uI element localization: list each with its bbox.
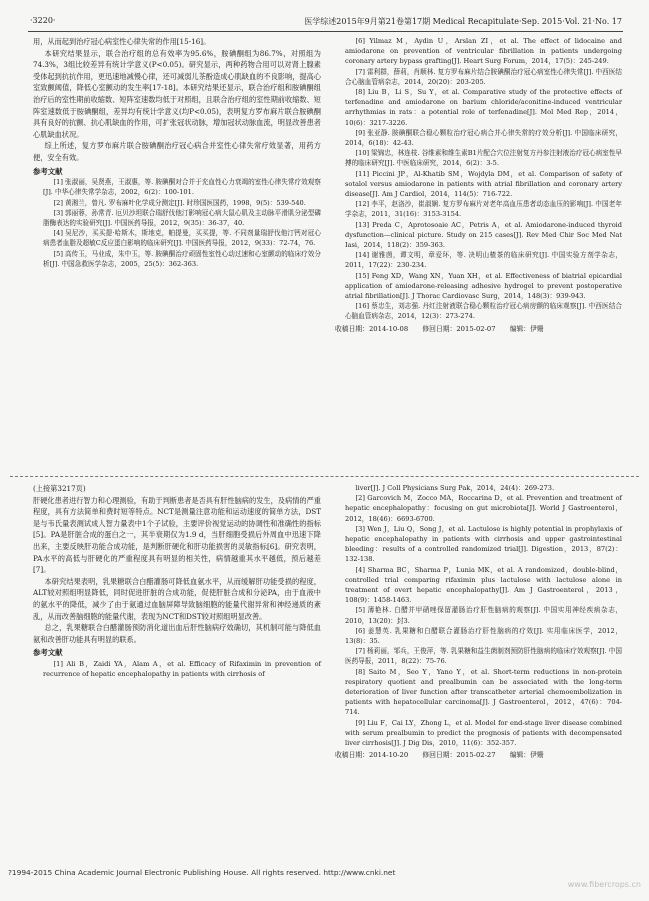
body-paragraph: 综上所述，复方罗布麻片联合胺碘酮治疗冠心病合并室性心律失常疗效显著，用药方便，安全有效。 — [33, 141, 321, 162]
reference-item: [8] Saito M，Seo Y，Yano Y，et al. Short-term reductions in non-protein respiratory quotient and prealbumin can be associated with the long-term deterioration of liver function after transcatheter arterial chemoembolization in patients with hepatocellular carcinoma[J]. J Gastroenterol，2012，47(6)：704-714. — [345, 667, 622, 717]
revised-date: 修回日期：2015-02-27 — [422, 751, 496, 760]
reference-item: [4] Sharma BC，Sharma P，Lunia MK，et al. A randomized，double-blind，controlled trial comparing rifaximin plus lactulose with lactulose alone in treatment of overt hepatic encephalopathy[J]. Am J Gastroenterol，2013，108(9)：1458-1463. — [345, 565, 622, 605]
received-dates — [335, 324, 622, 336]
top-right-column — [335, 36, 622, 335]
references-heading: 参考文献 — [33, 166, 63, 176]
reference-item: [3] Wen J，Liu Q，Song J，et al. Lactulose is highly potential in prophylaxis of hepatic encephalopathy in patients with cirrhosis and upper gastrointestinal bleeding：results of a controlled randomized trial[J]. Digestion，2013，87(2)：132-138. — [345, 524, 622, 564]
reference-item: [15] Feng XD，Wang XN，Yuan XH，et al. Effectiveness of biatrial epicardial application of amiodarone-releasing adhesive hydrogel to prevent postoperative atrial fibrillation[J]. J Thorac Cardiovasc Surg，2014，148(3)：939-943. — [345, 271, 622, 301]
reference-item: [5] 薄艳林. 白醋并甲硝唑保留灌肠治疗肝性脑病的观察[J]. 中国实用神经疾病杂志，2010，13(20)：封3. — [345, 606, 622, 625]
reference-item: [5] 高传玉，马业成，朱中玉，等. 胺碘酮治疗顽固性室性心动过速和心室颤动的临床疗效分析[J]. 中国急救医学杂志，2005，25(5)：362-363. — [43, 249, 321, 268]
received-dates — [335, 750, 622, 762]
body-paragraph: 本研究结果表明，乳果糖联合白醋灌肠可降低血氨水平，从而缓解肝功能受损的程度，ALT较对照组明显降低，同时促进肝脏的合成功能，促使肝脏合成和分泌PA，由于血液中的氨水平的降低，减少了由于氨通过血脑屏障导致脑细胞的能量代谢异常和神经递质的紊乱，从而改善脑细胞的能量代谢，表现为NCT和DST较对照组明显改善。 — [33, 576, 321, 621]
reference-item: [3] 郭丽蓉，孙常青. 厄贝沙坦联合瑞舒伐他汀影响冠心病大鼠心肌及主动脉平滑肌分泌型磷脂酶表达的实验研究[J]. 中国医药导报，2012，9(35)：36-37，40. — [43, 208, 321, 227]
copyright-line: ?1994-2015 China Academic Journal Electronic Publishing House. All rights reserved. http://www.cnki.net — [8, 868, 396, 877]
bottom-right-column — [335, 483, 622, 762]
reference-item: [14] 谢雅茵，谭文明，章爱环，等. 决明山楂茶的临床研究[J]. 中国实验方剂学杂志，2011，17(22)：230-234. — [345, 251, 622, 270]
reference-item: [1] 张淑丽，吴贤燕，王淑惠，等. 胺碘酮对合并于充血性心力衰竭的室性心律失常疗效观察[J]. 中华心律失常学杂志，2002，6(2)：100-101. — [43, 178, 321, 197]
body-paragraph: 用，从而起到治疗冠心病室性心律失常的作用[15-16]。 — [33, 37, 211, 46]
journal-title: 医学综述2015年9月第21卷第17期 Medical Recapitulate·Sep. 2015·Vol. 21·No. 17 — [304, 17, 622, 26]
body-paragraph: 肝硬化患者进行智力和心理测验，有助于判断患者是否具有肝性脑病的发生，及病情的严重程度，具有方法简单和费时短等特点。NCT是测量注意功能和运动速度的简单方法，DST是与韦氏量表测试成人智力量表中1个子试验，主要评价视觉运动的协调性和准确性的指标[5]。PA是肝脏合成的蛋白之一，其半衰期仅为1.9 d，当肝细胞受损后外周血中迅速下降出来，主要反映肝功能合成功能，是判断肝硬化和肝功能损害的灵敏指标[6]。研究表明，PA水平的高低与肝硬化的严重程度具有明显的相关性，病情越重其水平越低，预后越差[7]。 — [33, 495, 321, 575]
reference-item: [12] 李平，赵洛沙，崔淑娴. 复方罗布麻片对老年高血压患者动态血压的影响[J]. 中国老年学杂志，2011，31(16)：3153-3154. — [345, 200, 622, 219]
reference-item: [8] Liu B，Li S，Su Y，et al. Comparative study of the protective effects of terfenadine and amiodarone on barium chloride/aconitine-induced ventricular arrhythmias in rats：a potential role of terfenadine[J]. Mol Med Rep，2014，10(6)：3217-3226. — [345, 88, 622, 127]
references-heading: 参考文献 — [33, 648, 63, 658]
editor-name: 编辑：伊姗 — [509, 751, 544, 760]
received-date: 收稿日期：2014-10-08 — [335, 324, 409, 333]
article-divider — [10, 476, 639, 477]
received-date: 收稿日期：2014-10-20 — [335, 751, 409, 760]
top-left-column — [33, 36, 321, 269]
reference-item: [11] Piccini JP，Al-Khatib SM，Wojdyla DM，et al. Comparison of safety of sotalol versus amiodarone in patients with atrial fibrillation and coronary artery disease[J]. Am J Cardiol，2014，114(5)：716-722. — [345, 169, 622, 199]
reference-item: liver[J]. J Coll Physicians Surg Pak，2014，24(4)：269-273. — [355, 484, 555, 492]
reference-item: [4] 吴尼沙，买买提·哈斯木，斯地克，帕提曼，买买提，等. 不同剂量瑞舒伐他汀钙对冠心病患者血脂及超敏C反应蛋白影响的临床研究[J]. 中国医药导报，2012，9(33)：72-74，76. — [43, 229, 321, 248]
body-paragraph: 总之，乳果糖联合白醋灌肠预防消化道出血后肝性脑病疗效确切，其机制可能与降低血氨和改善肝功能具有明显的联系。 — [33, 623, 321, 644]
reference-item: [2] 黄湘兰，曾凡. 罗布麻叶化学成分测定[J]. 时珍国医国药，1998，9(5)：539-540. — [53, 198, 306, 207]
revised-date: 修回日期：2015-02-07 — [422, 324, 496, 333]
reference-item: [1] Ali B，Zaidi YA，Alam A，et al. Efficacy of Rifaximin in prevention of recurrence of hepatic encephalopathy in patients with cirrhosis of — [43, 659, 321, 679]
watermark-text: www.fibercrops.cn — [567, 880, 641, 889]
reference-item: [10] 梁锦忠，林连枝. 谷维素和维生素B1片配合穴位注射复方丹参注射液治疗冠心病室性早搏的临床研究[J]. 中医临床研究，2014，6(2)：3-5. — [345, 149, 622, 168]
reference-item: [9] 张亚静. 胺碘酮联合稳心颗粒治疗冠心病合并心律失常的疗效分析[J]. 中国临床研究，2014，6(18)：42-43. — [345, 128, 622, 148]
reference-item: [16] 蔡忠生，刘志强. 丹红注射液联合稳心颗粒治疗冠心病房颤的临床观察[J]. 中西医结合心脑血管病杂志，2014，12(3)：273-274. — [345, 302, 622, 321]
editor-name: 编辑：伊姗 — [509, 324, 544, 333]
continued-note: (上接第3217页) — [33, 484, 86, 493]
reference-item: [9] Liu F，Cai LY，Zhong L，et al. Model for end-stage liver disease combined with serum prealbumin to predict the prognosis of patients with decompensated liver cirrhosis[J]. J Dig Dis，2010，11(6)：352-357. — [345, 718, 622, 748]
body-paragraph: 本研究结果显示，联合治疗组的总有效率为95.6%，胺碘酮组为86.7%，对照组为74.3%，3组比较差异有统计学意义(P<0.05)。研究显示，两种药物合用可以对肾上腺素受体起到抗抗作用，更迅速地减慢心律，还可减弱儿茶酚造成心肌缺血的不良影响，提高心室致颤阈值，降低心室颤动的发生率[17-18]。本研究结果还显示，联合治疗组和胺碘酮组治疗后的室性期前收缩数、短阵室速数均低于对照组，且联合治疗组的室性期前收缩数、短阵室速数低于胺碘酮组，差异均有统计学意义(均P<0.05)，表明复方罗布麻片联合胺碘酮具有良好的抗颤、抗心肌缺血的作用，可扩张冠状动脉，增加冠状动脉血流，明显改善患者心肌缺血状况。 — [33, 48, 321, 139]
reference-item: [7] 雷利群，薛莉，肖顺林. 复方罗布麻片结合胺碘酮治疗冠心病室性心律失常[J]. 中西医结合心脑血管病杂志，2014，20(20)：203-205. — [345, 67, 622, 86]
page-header — [30, 16, 622, 30]
header-rule — [28, 31, 623, 32]
bottom-left-column — [33, 483, 321, 679]
reference-item: [13] Preda C，Aprotosoaie AC，Petris A，et al. Amiodarone-induced thyroid dysfunction—clinical picture. Study on 215 cases[J]. Rev Med Chir Soc Med Nat Iasi，2014，118(2)：359-363. — [345, 220, 622, 250]
page-number: ·3220· — [30, 16, 56, 25]
reference-item: [2] Garcovich M，Zocco MA，Roccarina D，et al. Prevention and treatment of hepatic encephalopathy：focusing on gut microbiota[J]. World J Gastroenterol，2012，18(46)：6693-6700. — [345, 494, 622, 523]
reference-item: [6] 姜慧英. 乳果糖和白醋联合灌肠治疗肝性脑病的疗效[J]. 实用临床医学，2012，13(8)：35. — [345, 626, 622, 646]
reference-item: [7] 杨莉丽，邹兵，王俊萍，等. 乳果糖和益生菌制剂预防肝性脑病的临床疗效观察[J]. 中国医药导报，2011，8(22)：75-76. — [345, 647, 622, 666]
reference-item: [6] Yilmaz M，Aydin U，Arslan ZI，et al. The effect of lidocaine and amiodarone on prevention of ventricular fibrillation in patients undergoing coronary artery bypass grafting[J]. Heart Surg Forum，2014，17(5)：245-249. — [345, 37, 622, 66]
